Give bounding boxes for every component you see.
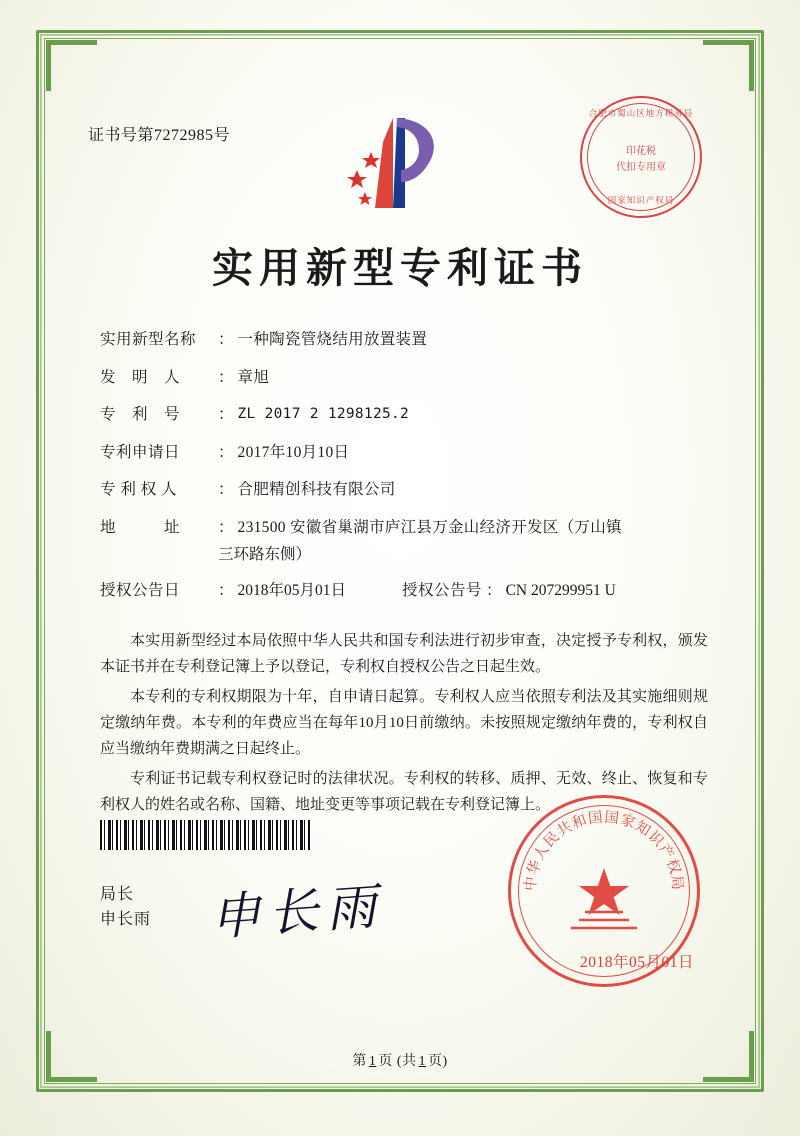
page-footer (70, 1050, 730, 1070)
certificate-number: 证书号第7272985号 (88, 127, 231, 144)
field-value: 一种陶瓷管烧结用放置装置 (237, 331, 428, 348)
field-value: 231500 安徽省巢湖市庐江县万金山经济开发区（万山镇 (237, 518, 622, 536)
field-label: 专 利 号 (100, 406, 181, 423)
certificate-content (70, 60, 730, 1069)
grant-number-value: CN 207299951 U (505, 581, 616, 599)
legal-text (100, 628, 708, 822)
field-row-inventor (100, 370, 710, 386)
grant-number-group (402, 583, 616, 599)
grant-number-label: 授权公告号 (402, 581, 483, 599)
tax-stamp-line1: 印花税 (626, 146, 656, 157)
svg-text:中华人民共和国国家知识产权局: 中华人民共和国国家知识产权局 (522, 809, 686, 892)
field-value: 章旭 (237, 368, 270, 386)
paragraph-1: 本实用新型经过本局依照中华人民共和国专利法进行初步审查，决定授予专利权，颁发本证书并在专利登记簿上予以登记，专利权自授权公告之日起生效。 (100, 633, 708, 675)
address-line-2: 三环路东侧） (218, 546, 312, 563)
footer-page-number: 1 (368, 1054, 377, 1069)
field-value: 合肥精创科技有限公司 (237, 481, 396, 498)
field-colon: ： (218, 368, 234, 386)
handwritten-signature: 申长雨 (208, 876, 387, 947)
field-row-patent-number (100, 407, 710, 423)
footer-suffix: 页) (428, 1054, 448, 1069)
page-title: 实用新型专利证书 (212, 244, 588, 292)
barcode (100, 820, 312, 850)
tax-stamp-line2: 代扣专用章 (616, 162, 666, 173)
field-list (100, 332, 710, 620)
grant-date-label: 授权公告日 (100, 581, 181, 599)
field-label: 实用新型名称 (100, 331, 197, 348)
field-row-invention-name (100, 332, 710, 348)
field-row-grant (100, 583, 710, 599)
field-row-application-date (100, 445, 710, 461)
field-colon: ： (486, 581, 502, 599)
footer-middle: 页 (共 (378, 1054, 417, 1069)
field-value: 2017年10月10日 (237, 443, 350, 461)
patent-office-logo-icon (335, 108, 465, 218)
field-label: 专利申请日 (100, 443, 181, 461)
field-colon: ： (218, 331, 234, 348)
tax-stamp-arc-top: 合肥市蜀山区地方税务局 (588, 108, 694, 118)
field-colon: ： (218, 481, 234, 498)
field-colon: ： (218, 581, 234, 599)
seal-date: 2018年05月01日 (579, 954, 694, 971)
paragraph-3: 专利证书记载专利权登记时的法律状况。专利权的转移、质押、无效、终止、恢复和专利权人的姓名或名称、国籍、地址变更等事项记载在专利登记簿上。 (100, 771, 708, 813)
tax-stamp-arc-bottom: 国家知识产权局 (607, 195, 675, 205)
field-colon: ： (218, 518, 234, 536)
field-label: 专 利 权 人 (100, 481, 178, 498)
field-value: ZL 2017 2 1298125.2 (237, 406, 410, 422)
footer-total-pages: 1 (418, 1054, 426, 1069)
field-row-address (100, 520, 710, 536)
director-name-label: 申长雨 (100, 911, 152, 928)
director-role-label: 局长 (100, 886, 135, 903)
field-label: 发 明 人 (100, 368, 181, 386)
footer-prefix: 第 (352, 1054, 367, 1069)
field-colon: ： (218, 406, 234, 423)
field-row-patentee (100, 482, 710, 498)
tax-stamp (580, 96, 702, 218)
grant-date-value: 2018年05月01日 (237, 581, 347, 599)
signature-labels (100, 882, 151, 932)
paragraph-2: 本专利的专利权期限为十年，自申请日起算。专利权人应当依照专利法及其实施细则规定缴纳年费。本专利的年费应当在每年10月10日前缴纳。未按照规定缴纳年费的，专利权自应当缴纳年费期满之日起终止。 (100, 689, 708, 757)
field-label: 地 址 (100, 518, 181, 536)
field-colon: ： (218, 443, 234, 461)
